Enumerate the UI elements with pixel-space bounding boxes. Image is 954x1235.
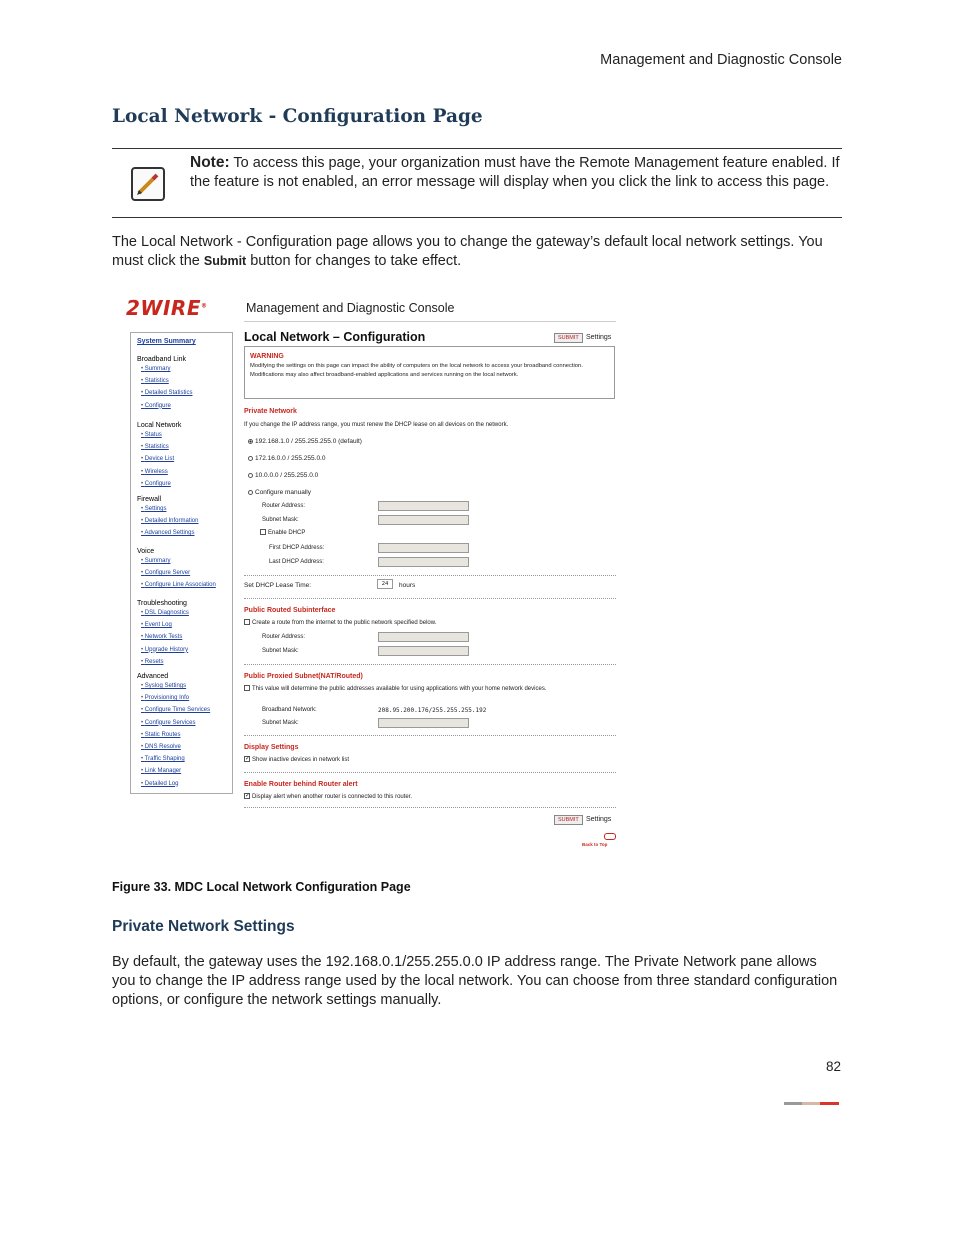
broadband-network-label: Broadband Network: bbox=[262, 707, 317, 713]
radio-option-manual[interactable]: Configure manually bbox=[248, 488, 311, 497]
sidebar-link[interactable]: • Configure Line Association bbox=[141, 582, 216, 588]
sidebar-link[interactable]: • Status bbox=[141, 432, 162, 438]
sidebar-heading: Firewall bbox=[137, 496, 162, 503]
section-divider bbox=[244, 598, 616, 599]
footer-bar-gray bbox=[784, 1102, 802, 1105]
note-text bbox=[190, 153, 840, 192]
sidebar-link[interactable]: • Static Routes bbox=[141, 732, 180, 738]
figure-caption: Figure 33. MDC Local Network Configuration Page bbox=[112, 880, 411, 894]
sidebar-heading: Broadband Link bbox=[137, 356, 187, 363]
enable-dhcp-checkbox[interactable]: Enable DHCP bbox=[260, 529, 305, 538]
radio-icon bbox=[248, 439, 253, 444]
section-title: Local Network - Configuration Page bbox=[112, 106, 483, 127]
sidebar-link[interactable]: • Detailed Information bbox=[141, 518, 198, 524]
checkbox-icon bbox=[244, 793, 250, 799]
subnet-mask-label: Subnet Mask: bbox=[262, 517, 299, 523]
back-to-top-link[interactable]: Back to Top bbox=[582, 842, 608, 847]
public-routed-title: Public Routed Subinterface bbox=[244, 607, 336, 614]
subsection-title: Private Network Settings bbox=[112, 918, 295, 935]
subnet-mask-field[interactable] bbox=[378, 515, 469, 525]
show-inactive-checkbox[interactable]: ✓Show inactive devices in network list bbox=[244, 756, 349, 765]
settings-label-top: Settings bbox=[586, 334, 612, 341]
routed-router-address-field[interactable] bbox=[378, 632, 469, 642]
warning-box bbox=[244, 346, 615, 399]
title-divider bbox=[244, 321, 616, 322]
pencil-note-icon bbox=[131, 167, 165, 201]
last-dhcp-label: Last DHCP Address: bbox=[269, 559, 324, 565]
intro-text-1: The Local Network - Configuration page allows you to change the gateway’s default local network settings. You must click the bbox=[112, 234, 823, 269]
sidebar-link[interactable]: • Summary bbox=[141, 366, 170, 372]
sidebar-link[interactable]: • Configure Server bbox=[141, 570, 190, 576]
page-number: 82 bbox=[825, 1059, 841, 1074]
intro-submit-word: Submit bbox=[203, 254, 247, 268]
section-divider bbox=[244, 664, 616, 665]
proxied-subnet-mask-field[interactable] bbox=[378, 718, 469, 728]
routed-subnet-mask-field[interactable] bbox=[378, 646, 469, 656]
first-dhcp-field[interactable] bbox=[378, 543, 469, 553]
last-dhcp-field[interactable] bbox=[378, 557, 469, 567]
sidebar-link[interactable]: • DNS Resolve bbox=[141, 744, 181, 750]
note-box bbox=[112, 148, 842, 218]
warning-text: Modifying the settings on this page can impact the ability of computers on the local network to access your broadband connection. Modifications may also affect broadband-enabled applications and services running on the local network. bbox=[250, 363, 583, 378]
note-label: Note: bbox=[190, 154, 230, 171]
radio-option-10[interactable]: 10.0.0.0 / 255.255.0.0 bbox=[248, 471, 318, 480]
submit-button-bottom[interactable]: SUBMIT bbox=[554, 815, 583, 825]
main-title: Local Network – Configuration bbox=[244, 330, 426, 344]
display-settings-title: Display Settings bbox=[244, 744, 299, 751]
sidebar-link[interactable]: • Configure Time Services bbox=[141, 707, 210, 713]
running-head: Management and Diagnostic Console bbox=[600, 52, 842, 68]
checkbox-icon bbox=[260, 529, 266, 535]
sidebar-link[interactable]: • Syslog Settings bbox=[141, 683, 186, 689]
sidebar-heading: Advanced bbox=[137, 673, 169, 680]
sidebar-link[interactable]: • Configure bbox=[141, 403, 171, 409]
body-paragraph: By default, the gateway uses the 192.168.0.1/255.255.0.0 IP address range. The Private Network pane allows you to change the IP address range used by the local network. You can choose from three standard configuration options, or configure the network settings manually. bbox=[112, 954, 838, 1008]
sidebar-link[interactable]: • Statistics bbox=[141, 444, 169, 450]
section-divider bbox=[244, 575, 616, 576]
sidebar-link[interactable]: • DSL Diagnostics bbox=[141, 610, 189, 616]
section-divider bbox=[244, 735, 616, 736]
broadband-network-value: 208.95.200.176/255.255.255.192 bbox=[378, 707, 487, 714]
back-to-top-icon[interactable] bbox=[604, 833, 616, 840]
sidebar-link[interactable]: • Provisioning Info bbox=[141, 695, 189, 701]
proxied-subnet-mask-label: Subnet Mask: bbox=[262, 720, 299, 726]
figure-screenshot bbox=[126, 292, 620, 858]
console-title: Management and Diagnostic Console bbox=[246, 301, 455, 315]
router-address-label: Router Address: bbox=[262, 503, 306, 509]
router-address-field[interactable] bbox=[378, 501, 469, 511]
section-divider bbox=[244, 772, 616, 773]
lease-time-input[interactable]: 24 bbox=[377, 579, 393, 589]
radio-icon bbox=[248, 456, 253, 461]
sidebar-link[interactable]: • Advanced Settings bbox=[141, 530, 194, 536]
sidebar-link[interactable]: • Statistics bbox=[141, 378, 169, 384]
private-network-title: Private Network bbox=[244, 408, 297, 415]
sidebar-link[interactable]: • Upgrade History bbox=[141, 647, 188, 653]
sidebar-link[interactable]: • Traffic Shaping bbox=[141, 756, 185, 762]
sidebar-link[interactable]: • Summary bbox=[141, 558, 170, 564]
sidebar-link[interactable]: • Device List bbox=[141, 456, 174, 462]
routed-router-address-label: Router Address: bbox=[262, 634, 306, 640]
brand-logo: 2WIRE® bbox=[126, 296, 208, 320]
checkbox-icon bbox=[244, 685, 250, 691]
sidebar-heading: Troubleshooting bbox=[137, 600, 187, 607]
router-alert-title: Enable Router behind Router alert bbox=[244, 781, 358, 788]
sidebar-link[interactable]: • Resets bbox=[141, 659, 163, 665]
public-proxied-title: Public Proxied Subnet(NAT/Routed) bbox=[244, 673, 363, 680]
note-body: To access this page, your organization must have the Remote Management feature enabled. If the feature is not enabled, an error message will display when you click the link to access this page. bbox=[190, 155, 840, 190]
sidebar-link[interactable]: • Event Log bbox=[141, 622, 172, 628]
sidebar-link[interactable]: • Detailed Statistics bbox=[141, 390, 192, 396]
sidebar-heading: Voice bbox=[137, 548, 155, 555]
footer-bar-red bbox=[820, 1102, 839, 1105]
sidebar-link[interactable]: • Link Manager bbox=[141, 768, 181, 774]
sidebar-link[interactable]: • Settings bbox=[141, 506, 166, 512]
checkbox-icon bbox=[244, 756, 250, 762]
sidebar-link[interactable]: • Detailed Log bbox=[141, 781, 178, 787]
radio-option-192[interactable]: 192.168.1.0 / 255.255.255.0 (default) bbox=[248, 437, 362, 446]
submit-button-top[interactable]: SUBMIT bbox=[554, 333, 583, 343]
warning-title: WARNING bbox=[250, 353, 284, 360]
lease-time-unit: hours bbox=[399, 582, 416, 589]
footer-bar-tan bbox=[802, 1102, 820, 1105]
lease-time-label: Set DHCP Lease Time: bbox=[244, 582, 312, 589]
intro-text-2: button for changes to take effect. bbox=[246, 253, 462, 269]
sidebar-link-system-summary[interactable]: System Summary bbox=[137, 338, 196, 345]
intro-paragraph bbox=[112, 233, 842, 271]
checkbox-icon bbox=[244, 619, 250, 625]
private-network-desc: If you change the IP address range, you must renew the DHCP lease on all devices on the network. bbox=[244, 422, 509, 428]
sidebar-link[interactable]: • Wireless bbox=[141, 469, 168, 475]
public-proxied-checkbox[interactable]: This value will determine the public addresses available for using applications with your home network devices. bbox=[244, 685, 594, 694]
settings-label-bottom: Settings bbox=[586, 816, 612, 823]
radio-option-172[interactable]: 172.16.0.0 / 255.255.0.0 bbox=[248, 454, 325, 463]
sidebar-nav bbox=[130, 332, 233, 794]
first-dhcp-label: First DHCP Address: bbox=[269, 545, 325, 551]
main-panel bbox=[244, 330, 616, 860]
sidebar-link[interactable]: • Network Tests bbox=[141, 634, 182, 640]
radio-icon bbox=[248, 490, 253, 495]
section-divider bbox=[244, 807, 616, 808]
sidebar-link[interactable]: • Configure Services bbox=[141, 720, 195, 726]
radio-icon bbox=[248, 473, 253, 478]
routed-subnet-mask-label: Subnet Mask: bbox=[262, 648, 299, 654]
router-alert-checkbox[interactable]: ✓Display alert when another router is connected to this router. bbox=[244, 793, 412, 802]
sidebar-heading: Local Network bbox=[137, 422, 182, 429]
public-routed-checkbox[interactable]: Create a route from the internet to the public network specified below. bbox=[244, 619, 436, 628]
sidebar-link[interactable]: • Configure bbox=[141, 481, 171, 487]
